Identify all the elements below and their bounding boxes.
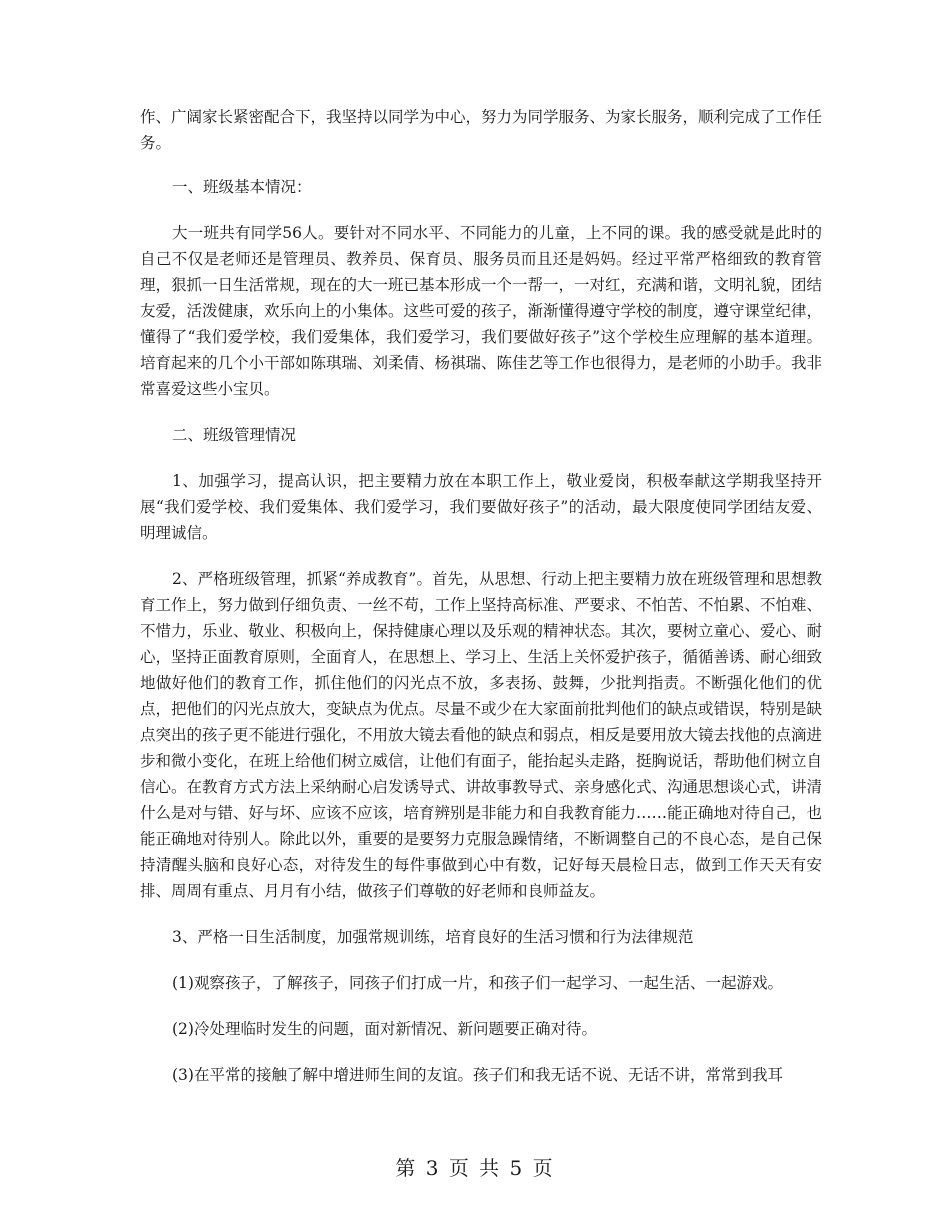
page-number-footer: 第 3 页 共 5 页 [395, 1156, 555, 1180]
list-item-handle-problems: (2)冷处理临时发生的问题，面对新情况、新问题要正确对待。 [172, 1020, 597, 1038]
document-body [140, 104, 822, 1108]
list-item-observe-children: (1)观察孩子，了解孩子，同孩子们打成一片，和孩子们一起学习、一起生活、一起游戏。 [172, 974, 783, 992]
paragraph-management-item-3: 3、严格一日生活制度，加强常规训练，培育良好的生活习惯和行为法律规范 [172, 928, 694, 946]
list-item-build-friendship: (3)在平常的接触了解中增进师生间的友谊。孩子们和我无话不说、无话不讲，常常到我耳 [172, 1066, 783, 1084]
paragraph-class-basics: 大一班共有同学56人。要针对不同水平、不同能力的儿童，上不同的课。我的感受就是此时的自己不仅是老师还是管理员、教养员、保育员、服务员而且还是妈妈。经过平常严格细致的教育管理，狠抓一日生活常规，现在的大一班已基本形成一个一帮一，一对红，充满和谐，文明礼貌，团结友爱，活泼健康，欢乐向上的小集体。这些可爱的孩子，渐渐懂得遵守学校的制度，遵守课堂纪律，懂得了“我们爱学校，我们爱集体，我们爱学习，我们要做好孩子”这个学校生应理解的基本道理。培育起来的几个小干部如陈琪瑞、刘柔倩、杨祺瑞、陈佳艺等工作也很得力，是老师的小助手。我非常喜爱这些小宝贝。 [140, 224, 823, 398]
section-heading-class-management: 二、班级管理情况 [172, 426, 297, 444]
paragraph-management-item-1: 1、加强学习，提高认识，把主要精力放在本职工作上，敬业爱岗，积极奉献这学期我坚持开展“我们爱学校、我们爱集体、我们爱学习，我们要做好孩子”的活动，最大限度使同学团结友爱、明理诚信。 [140, 472, 822, 542]
paragraph-management-item-2: 2、严格班级管理，抓紧“养成教育”。首先，从思想、行动上把主要精力放在班级管理和思想教育工作上，努力做到仔细负责、一丝不苟，工作上坚持高标准、严要求、不怕苦、不怕累、不怕难、不惜力，乐业、敬业、积极向上，保持健康心理以及乐观的精神状态。其次，要树立童心、爱心、耐心，坚持正面教育原则，全面育人，在思想上、学习上、生活上关怀爱护孩子，循循善诱、耐心细致地做好他们的教育工作，抓住他们的闪光点不放，多表扬、鼓舞，少批判指责。不断强化他们的优点，把他们的闪光点放大，变缺点为优点。尽量不或少在大家面前批判他们的缺点或错误，特别是缺点突出的孩子更不能进行强化，不用放大镜去看他的缺点和弱点，相反是要用放大镜去找他的点滴进步和微小变化，在班上给他们树立威信，让他们有面子，能抬起头走路，挺胸说话，帮助他们树立自信心。在教育方式方法上采纳耐心启发诱导式、讲故事教导式、亲身感化式、沟通思想谈心式，讲清什么是对与错、好与坏、应该不应该，培育辨别是非能力和自我教育能力……能正确地对待自己，也能正确地对待别人。除此以外，重要的是要努力克服急躁情绪，不断调整自己的不良心态，是自己保持清醒头脑和良好心态，对待发生的每件事做到心中有数，记好每天晨检日志，做到工作天天有安排、周周有重点、月月有小结，做孩子们尊敬的好老师和良师益友。 [140, 570, 823, 900]
paragraph-intro-continuation: 作、广阔家长紧密配合下，我坚持以同学为中心，努力为同学服务、为家长服务，顺利完成了工作任务。 [140, 108, 823, 152]
section-heading-class-basics: 一、班级基本情况： [172, 178, 312, 196]
